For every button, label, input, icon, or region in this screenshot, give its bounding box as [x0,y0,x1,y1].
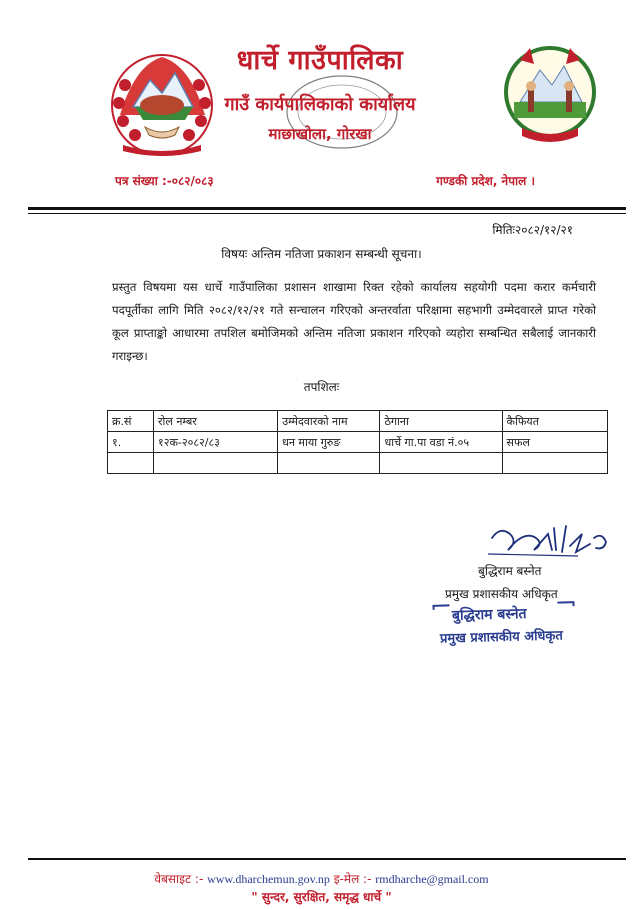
email-link[interactable]: rmdharche@gmail.com [375,872,489,886]
table-cell: १. [108,432,154,453]
municipality-title: धार्चे गाउँपालिका [236,45,404,76]
table-cell [154,453,278,474]
column-header: क्र.सं [108,411,154,432]
table-row [108,432,608,453]
table-cell: धार्चे गा.पा वडा नं.०५ [380,432,502,453]
table-cell: १२क-२०८२/८३ [154,432,278,453]
website-link[interactable]: www.dharchemun.gov.np [207,872,330,886]
table-cell [380,453,502,474]
details-label: तपशिलः [303,380,340,394]
office-place: माछाखोला, गोरखा [268,125,372,143]
email-label: इ-मेल :- [333,872,372,886]
stamp-title: प्रमुख प्रशासकीय अधिकृत [439,628,564,647]
table-cell [108,453,154,474]
notice-subject: विषयः अन्तिम नतिजा प्रकाशन सम्बन्धी सूचना। [221,247,422,261]
header-divider-thin [28,213,626,214]
footer-divider [28,858,626,860]
letter-number: पत्र संख्या :-०८२/०८३ [115,174,214,188]
signatory-name: बुद्धिराम बस्नेत [478,564,542,578]
website-label: वेबसाइट :- [154,872,204,886]
table-cell [278,453,380,474]
notice-date: मितिः२०८२/१२/२१ [492,223,573,237]
table-cell: सफल [502,432,607,453]
notice-body: प्रस्तुत विषयमा यस धार्चे गाउँपालिका प्रशासन शाखामा रिक्त रहेको कार्यालय सहयोगी पदमा करार कर्मचारी पदपूर्तीका लागि मिति २०८२/१२/२१ गते सन्चालन गरिएको अन्तरर्वाता परिक्षामा सहभागी उम्मेदवारले प्राप्त गरेको कूल प्राप्ताङ्को आधारमा तपशिल बमोजिमको अन्तिम नतिजा प्रकाशन गरिएको व्यहोरा सम्बन्धित सबैलाई जानकारी गराइन्छ। [112,280,596,363]
table-header-row [108,411,608,432]
municipality-logo-icon [500,40,600,150]
column-header: कैफियत [502,411,607,432]
stamp-name: बुद्धिराम बस्नेत [451,606,527,624]
column-header: रोल नम्बर [154,411,278,432]
results-table [107,410,608,474]
table-cell: धन माया गुरुङ [278,432,380,453]
table-row [108,453,608,474]
footer-motto: " सुन्दर, सुरक्षित, समृद्ध धार्चे " [251,890,392,904]
office-subtitle: गाउँ कार्यपालिकाको कार्यालय [224,94,416,115]
column-header: ठेगाना [380,411,502,432]
table-cell [502,453,607,474]
province-label: गण्डकी प्रदेश, नेपाल । [436,174,535,188]
column-header: उम्मेदवारको नाम [278,411,380,432]
footer-contact [0,870,643,887]
signatory-title: प्रमुख प्रशासकीय अधिकृत [445,587,558,601]
header-divider [28,207,626,210]
